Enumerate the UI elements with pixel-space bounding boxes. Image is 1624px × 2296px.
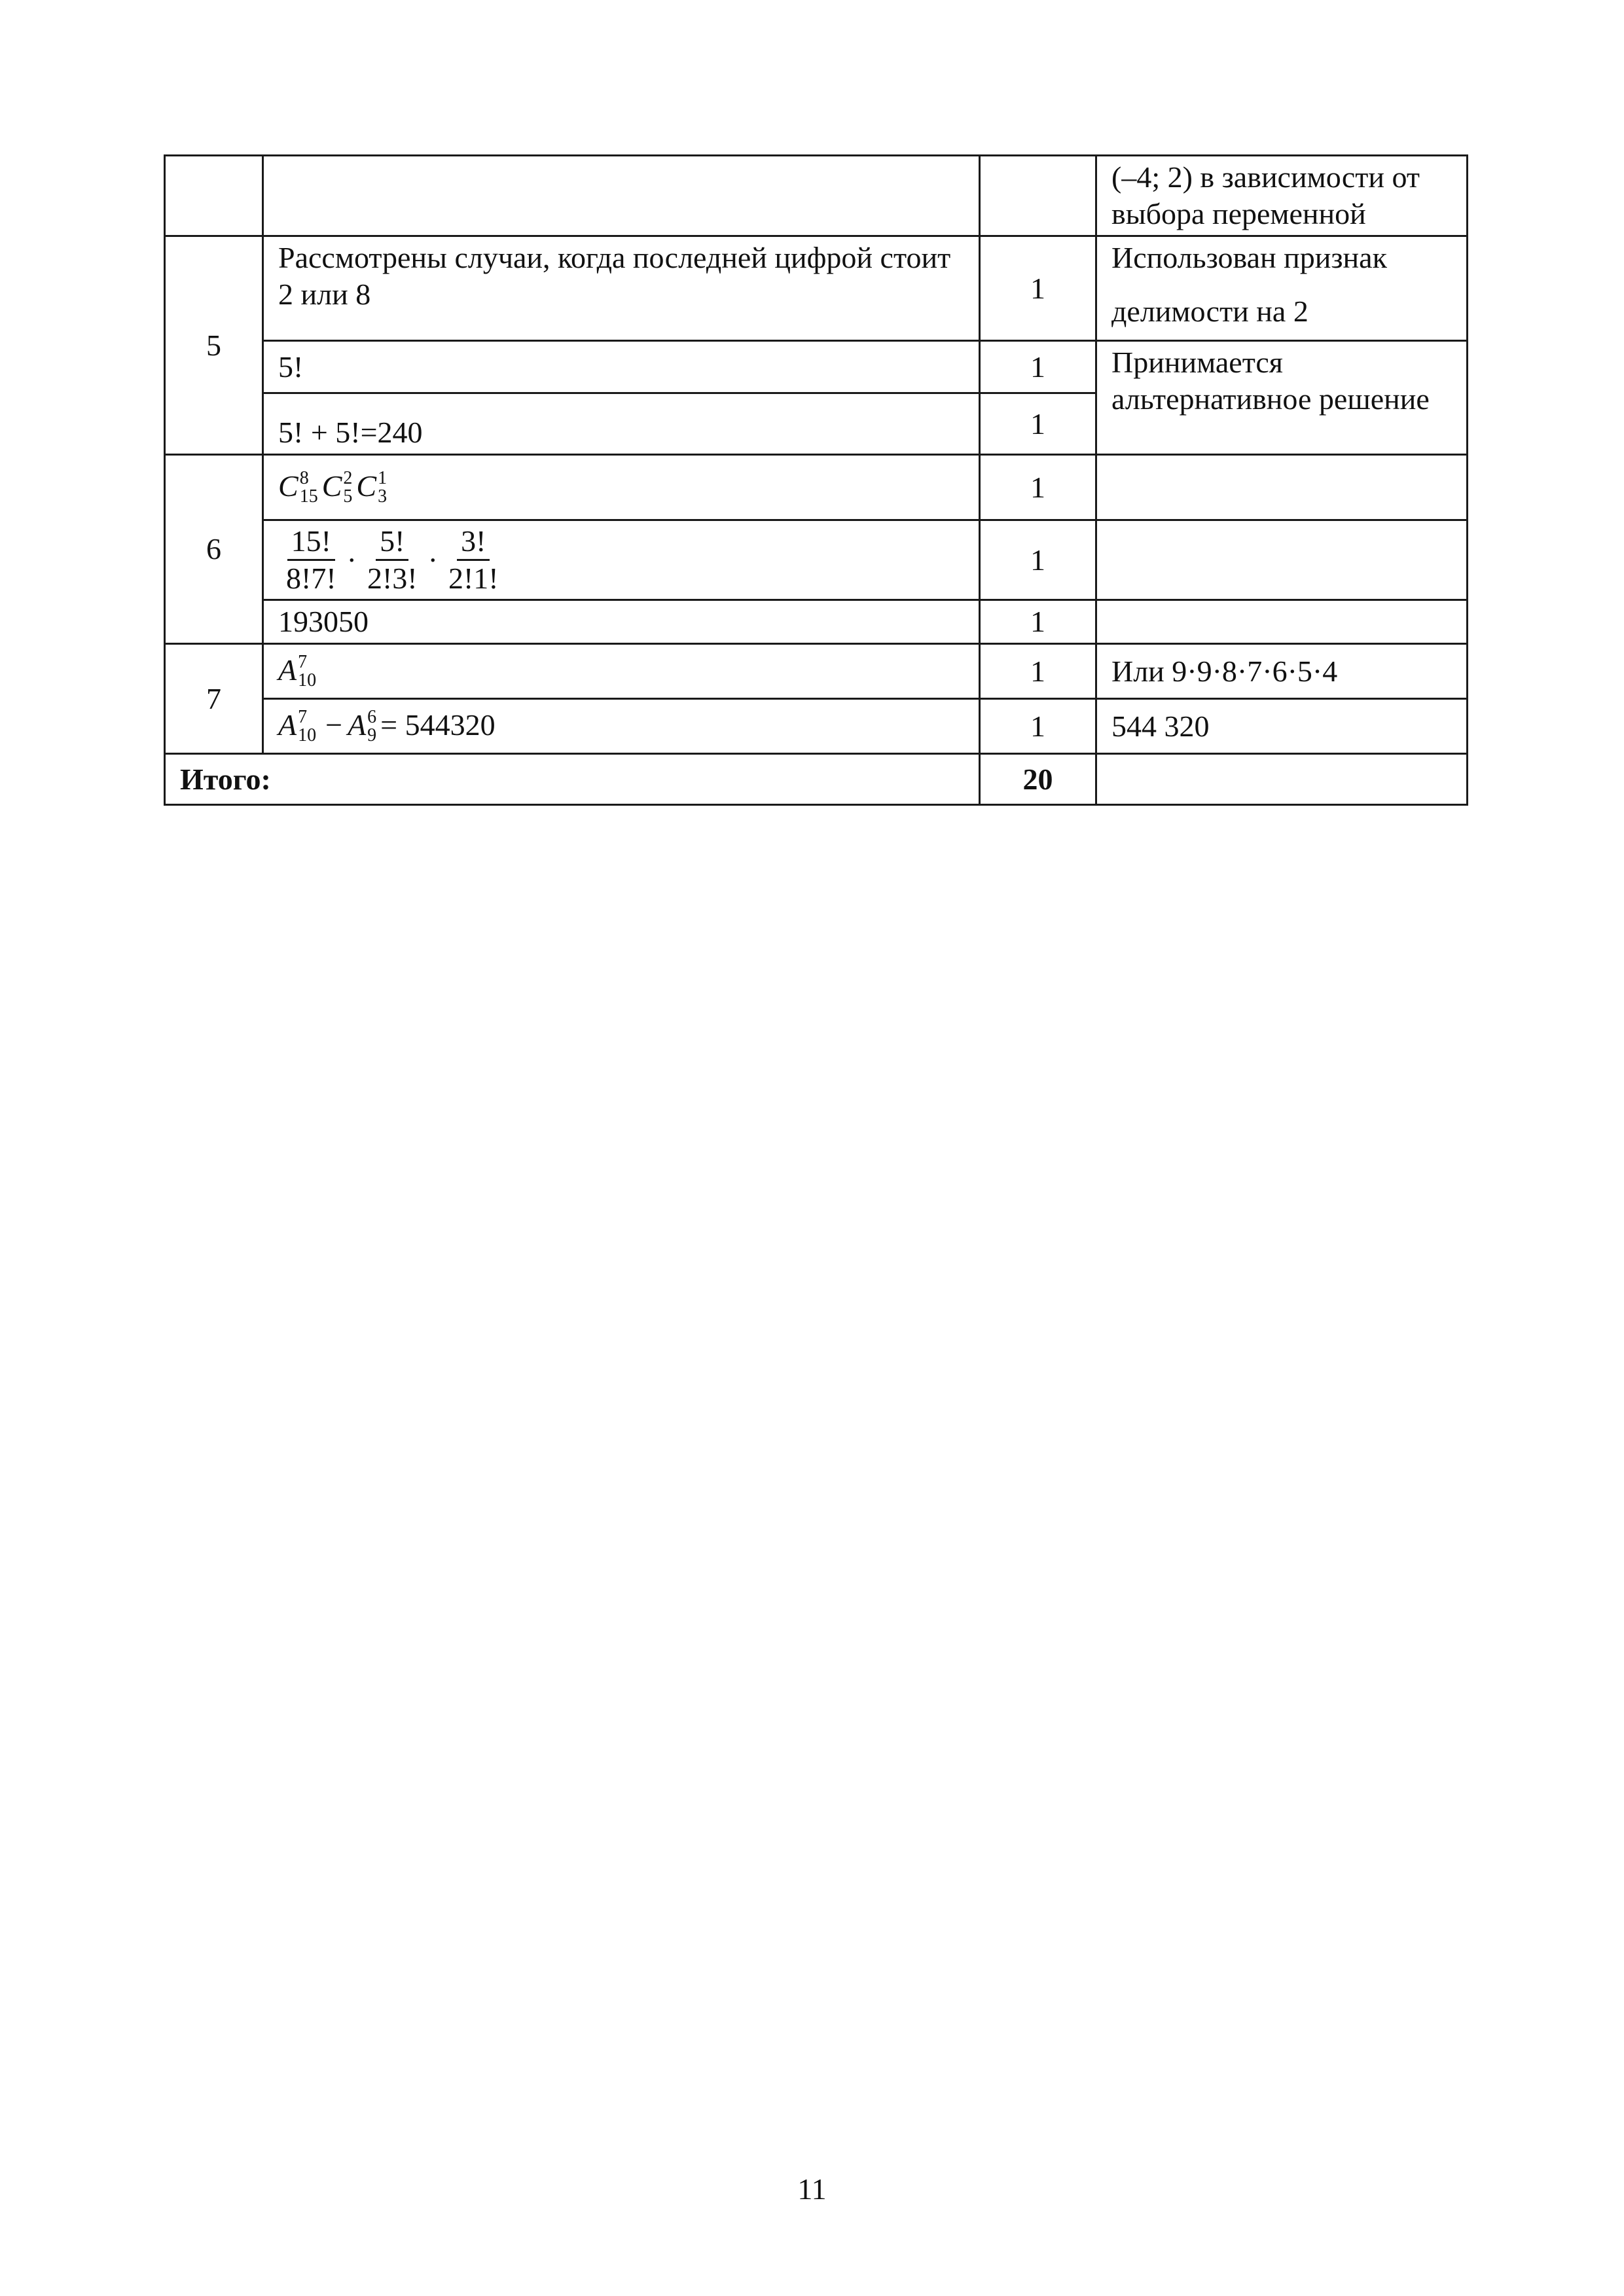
comment-cell: Принимается альтернативное решение	[1096, 341, 1468, 455]
total-points: 20	[980, 754, 1096, 805]
table-row	[165, 341, 1468, 393]
task-number-cell: 7	[165, 644, 263, 754]
table-row	[165, 600, 1468, 644]
table-row	[165, 455, 1468, 520]
criterion-cell	[263, 455, 980, 520]
comment-line: Использован признак	[1111, 241, 1387, 275]
comment-cell: (–4; 2) в зависимости от выбора переменной	[1096, 156, 1468, 236]
table-row	[165, 236, 1468, 341]
total-label: Итого:	[165, 754, 980, 805]
criterion-cell	[263, 644, 980, 699]
comment-cell	[1096, 520, 1468, 600]
comment-cell	[1096, 754, 1468, 805]
criterion-cell	[263, 520, 980, 600]
total-row	[165, 754, 1468, 805]
table-row	[165, 644, 1468, 699]
comment-line: делимости на 2	[1111, 295, 1308, 329]
fraction: $\frac{3!}{2!1!}$	[448, 524, 499, 596]
fraction: $\frac{15!}{8!7!}$	[286, 524, 336, 596]
points-cell: 1	[980, 341, 1096, 393]
page-number: 11	[797, 2172, 827, 2206]
comment-cell	[1096, 236, 1468, 341]
criterion-cell: 5! + 5!=240	[263, 393, 980, 455]
points-cell: 1	[980, 600, 1096, 644]
grading-table	[164, 154, 1468, 806]
criterion-cell: Рассмотрены случаи, когда последней цифрой стоит 2 или 8	[263, 236, 980, 341]
comment-cell	[1096, 600, 1468, 644]
task-number-cell: 5	[165, 236, 263, 455]
arrangement-difference-formula: A 7 10 − A 6 9 = 544320	[278, 707, 496, 746]
criterion-cell	[263, 156, 980, 236]
points-cell: 1	[980, 236, 1096, 341]
comment-cell: Или 9·9·8·7·6·5·4	[1096, 644, 1468, 699]
table-row	[165, 520, 1468, 600]
criterion-cell: 193050	[263, 600, 980, 644]
table-row	[165, 156, 1468, 236]
factorial-fraction-formula: $\frac{15!}{8!7!}$ · $\frac{5!}{2!3!}$ · $\frac{3!}{2!1!}$	[278, 540, 507, 573]
points-cell	[980, 156, 1096, 236]
comment-cell	[1096, 455, 1468, 520]
arrangement-formula: A 7 10	[278, 652, 317, 691]
task-number-cell	[165, 156, 263, 236]
points-cell: 1	[980, 520, 1096, 600]
comment-cell: 544 320	[1096, 699, 1468, 754]
criterion-cell	[263, 699, 980, 754]
table-row	[165, 699, 1468, 754]
points-cell: 1	[980, 699, 1096, 754]
fraction: $\frac{5!}{2!3!}$	[367, 524, 418, 596]
points-cell: 1	[980, 644, 1096, 699]
task-number-cell: 6	[165, 455, 263, 644]
criterion-cell: 5!	[263, 341, 980, 393]
points-cell: 1	[980, 393, 1096, 455]
points-cell: 1	[980, 455, 1096, 520]
combination-formula: C 8 15 C 2 5 C 1 3	[278, 467, 388, 507]
